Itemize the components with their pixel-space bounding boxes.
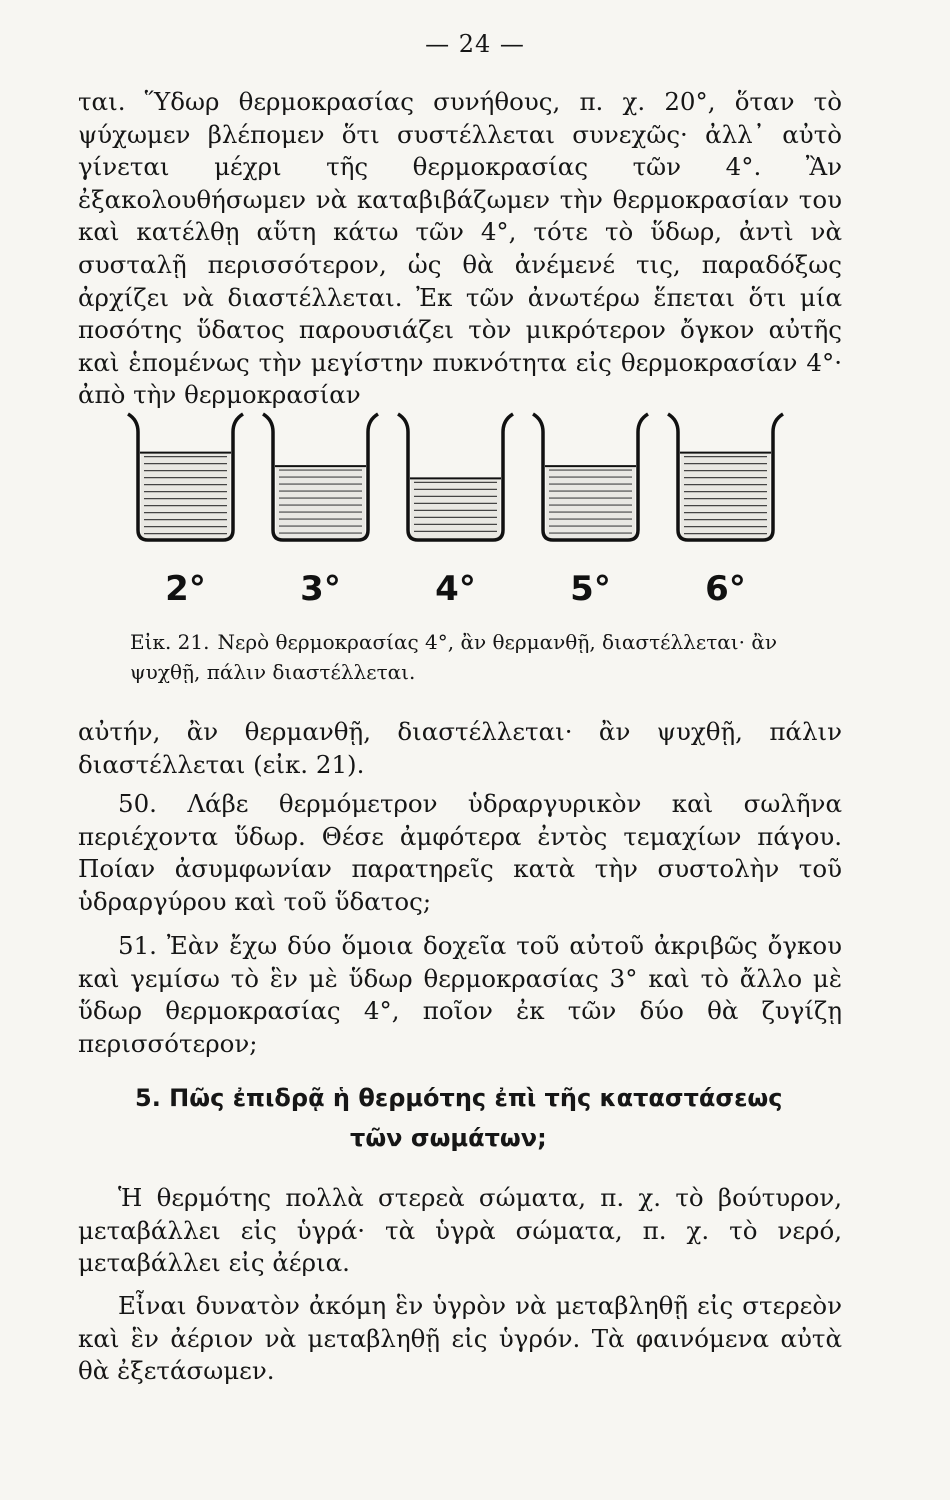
figure-beakers [120,400,810,630]
temperature-label: 6° [705,569,746,609]
water-fill [411,478,500,538]
temperature-label: 4° [435,569,476,609]
beaker-1 [128,414,243,609]
beaker-3 [398,414,513,609]
water-fill [681,453,770,538]
section-heading-line1: 5. Πῶς ἐπιδρᾷ ἡ θερμότης ἐπὶ τῆς καταστάσεως [135,1084,783,1112]
section-heading-line2: τῶν σωμάτων; [350,1124,547,1152]
exercise-50: 50. Λάβε θερμόμετρον ὑδραργυρικὸν καὶ σωλῆνα περιέχοντα ὕδωρ. Θέσε ἀμφότερα ἐντὸς τεμαχίων πάγου. Ποίαν ἀσυμφωνίαν παρατηρεῖς κατὰ τὴν συστολὴν τοῦ ὑδραργύρου καὶ τοῦ ὕδατος; [78,789,842,916]
caption-ref: Εἰκ. 21. [130,630,210,654]
caption-text: Νερὸ θερμοκρασίας 4°, ἂν θερμανθῇ, διαστέλλεται· ἂν ψυχθῇ, πάλιν διαστέλλεται. [130,630,777,684]
beakers-illustration [120,400,810,630]
beaker-5 [668,414,783,609]
intro-paragraph: ται. Ὕδωρ θερμοκρασίας συνήθους, π. χ. 20°, ὅταν τὸ ψύχωμεν βλέπομεν ὅτι συστέλλεται συνεχῶς· ἀλλ᾽ αὐτὸ γίνεται μέχρι τῆς θερμοκρασίας τῶν 4°. Ἂν ἐξακολουθήσωμεν νὰ καταβιβάζωμεν τὴν θερμοκρασίαν του καὶ κατέλθῃ αὕτη κάτω τῶν 4°, τότε τὸ ὕδωρ, ἀντὶ νὰ συσταλῇ περισσότερον, ὡς θὰ ἀνέμενέ τις, παραδόξως ἀρχίζει νὰ διαστέλλεται. Ἐκ τῶν ἀνωτέρω ἕπεται ὅτι μία ποσότης ὕδατος παρουσιάζει τὸν μικρότερον ὄγκον αὐτῆς καὶ ἑπομένως τὴν μεγίστην πυκνότητα εἰς θερμοκρασίαν 4°· ἀπὸ τὴν θερμοκρασίαν [78,87,842,410]
temperature-label: 2° [165,569,206,609]
page-number: — 24 — [425,30,525,58]
figure-caption [130,627,820,687]
section-paragraph-2: Εἶναι δυνατὸν ἀκόμη ἓν ὑγρὸν νὰ μεταβληθῇ εἰς στερεὸν καὶ ἓν ἀέριον νὰ μεταβληθῇ εἰς ὑγρόν. Τὰ φαινόμενα αὐτὰ θὰ ἐξετάσωμεν. [78,1291,842,1386]
temperature-label: 3° [300,569,341,609]
paragraph-after-figure: αὐτήν, ἂν θερμανθῇ, διαστέλλεται· ἂν ψυχθῇ, πάλιν διαστέλλεται (εἰκ. 21). [78,717,842,779]
water-fill [141,453,230,538]
section-heading [135,1078,825,1158]
section-paragraph-1: Ἡ θερμότης πολλὰ στερεὰ σώματα, π. χ. τὸ βούτυρον, μεταβάλλει εἰς ὑγρά· τὰ ὑγρὰ σώματα, π. χ. τὸ νερό, μεταβάλλει εἰς ἀέρια. [78,1183,842,1278]
exercise-51: 51. Ἐὰν ἔχω δύο ὅμοια δοχεῖα τοῦ αὐτοῦ ἀκριβῶς ὄγκου καὶ γεμίσω τὸ ἓν μὲ ὕδωρ θερμοκρασίας 3° καὶ τὸ ἄλλο μὲ ὕδωρ θερμοκρασίας 4°, ποῖον ἐκ τῶν δύο θὰ ζυγίζῃ περισσότερον; [78,931,842,1058]
beaker-2 [263,414,378,609]
temperature-label: 5° [570,569,611,609]
beaker-4 [533,414,648,609]
